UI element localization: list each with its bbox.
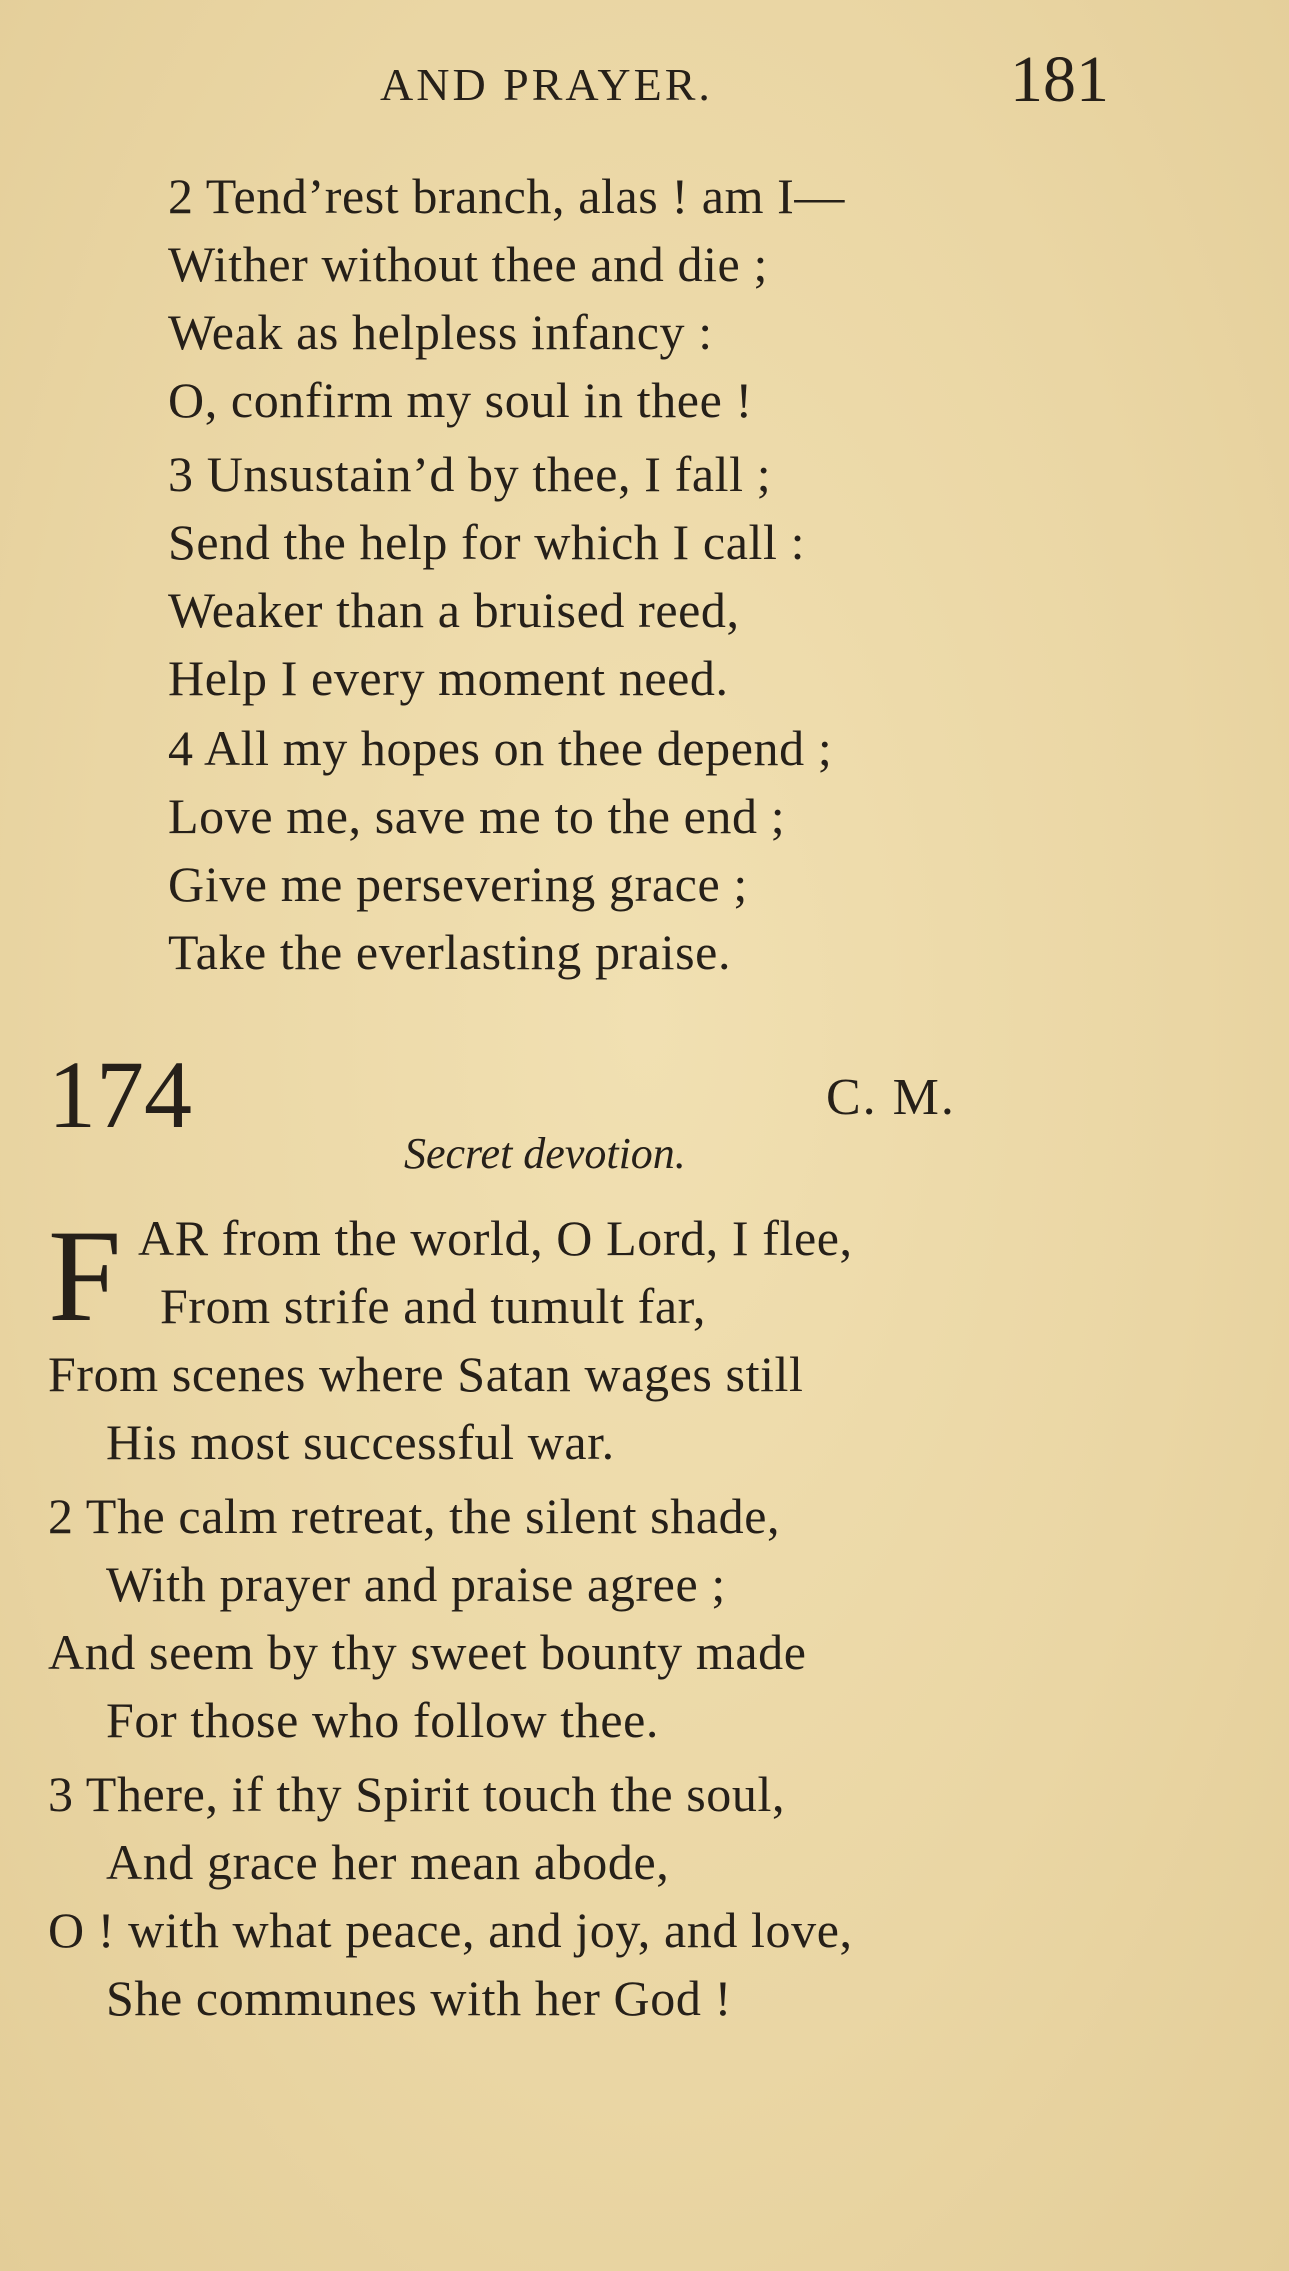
verse-line: Give me persevering grace ; xyxy=(168,856,748,912)
verse-line: Help I every moment need. xyxy=(168,650,729,706)
verse-line: Send the help for which I call : xyxy=(168,514,806,570)
verse-line: 4 All my hopes on thee depend ; xyxy=(168,720,833,776)
verse-line: His most successful war. xyxy=(106,1414,615,1470)
verse-line: For those who follow thee. xyxy=(106,1692,660,1748)
verse-line: She communes with her God ! xyxy=(106,1970,732,2026)
verse-line: AR from the world, O Lord, I flee, xyxy=(138,1210,853,1266)
verse-line: 3 There, if thy Spirit touch the soul, xyxy=(48,1766,786,1822)
verse-line: Weaker than a bruised reed, xyxy=(168,582,740,638)
verse-line: And grace her mean abode, xyxy=(106,1834,670,1890)
hymn-meter: C. M. xyxy=(826,1069,956,1126)
verse-line: Weak as helpless infancy : xyxy=(168,304,713,360)
verse-line: O ! with what peace, and joy, and love, xyxy=(48,1902,853,1958)
hymn-number: 174 xyxy=(48,1041,192,1148)
verse-line: 2 Tend’rest branch, alas ! am I— xyxy=(168,168,846,224)
running-head: AND PRAYER. xyxy=(380,59,713,110)
verse-line: Wither without thee and die ; xyxy=(168,236,768,292)
verse-line: With prayer and praise agree ; xyxy=(106,1556,726,1612)
verse-line: From strife and tumult far, xyxy=(160,1278,707,1334)
verse-line: Take the everlasting praise. xyxy=(168,924,732,980)
verse-line: From scenes where Satan wages still xyxy=(48,1346,804,1402)
hymn-title: Secret devotion. xyxy=(404,1129,686,1178)
verse-line: O, confirm my soul in thee ! xyxy=(168,372,753,428)
verse-line: 2 The calm retreat, the silent shade, xyxy=(48,1488,781,1544)
verse-line: Love me, save me to the end ; xyxy=(168,788,786,844)
verse-line: 3 Unsustain’d by thee, I fall ; xyxy=(168,446,772,502)
page-number: 181 xyxy=(1010,43,1109,116)
verse-line: And seem by thy sweet bounty made xyxy=(48,1624,807,1680)
drop-cap: F xyxy=(48,1202,122,1349)
